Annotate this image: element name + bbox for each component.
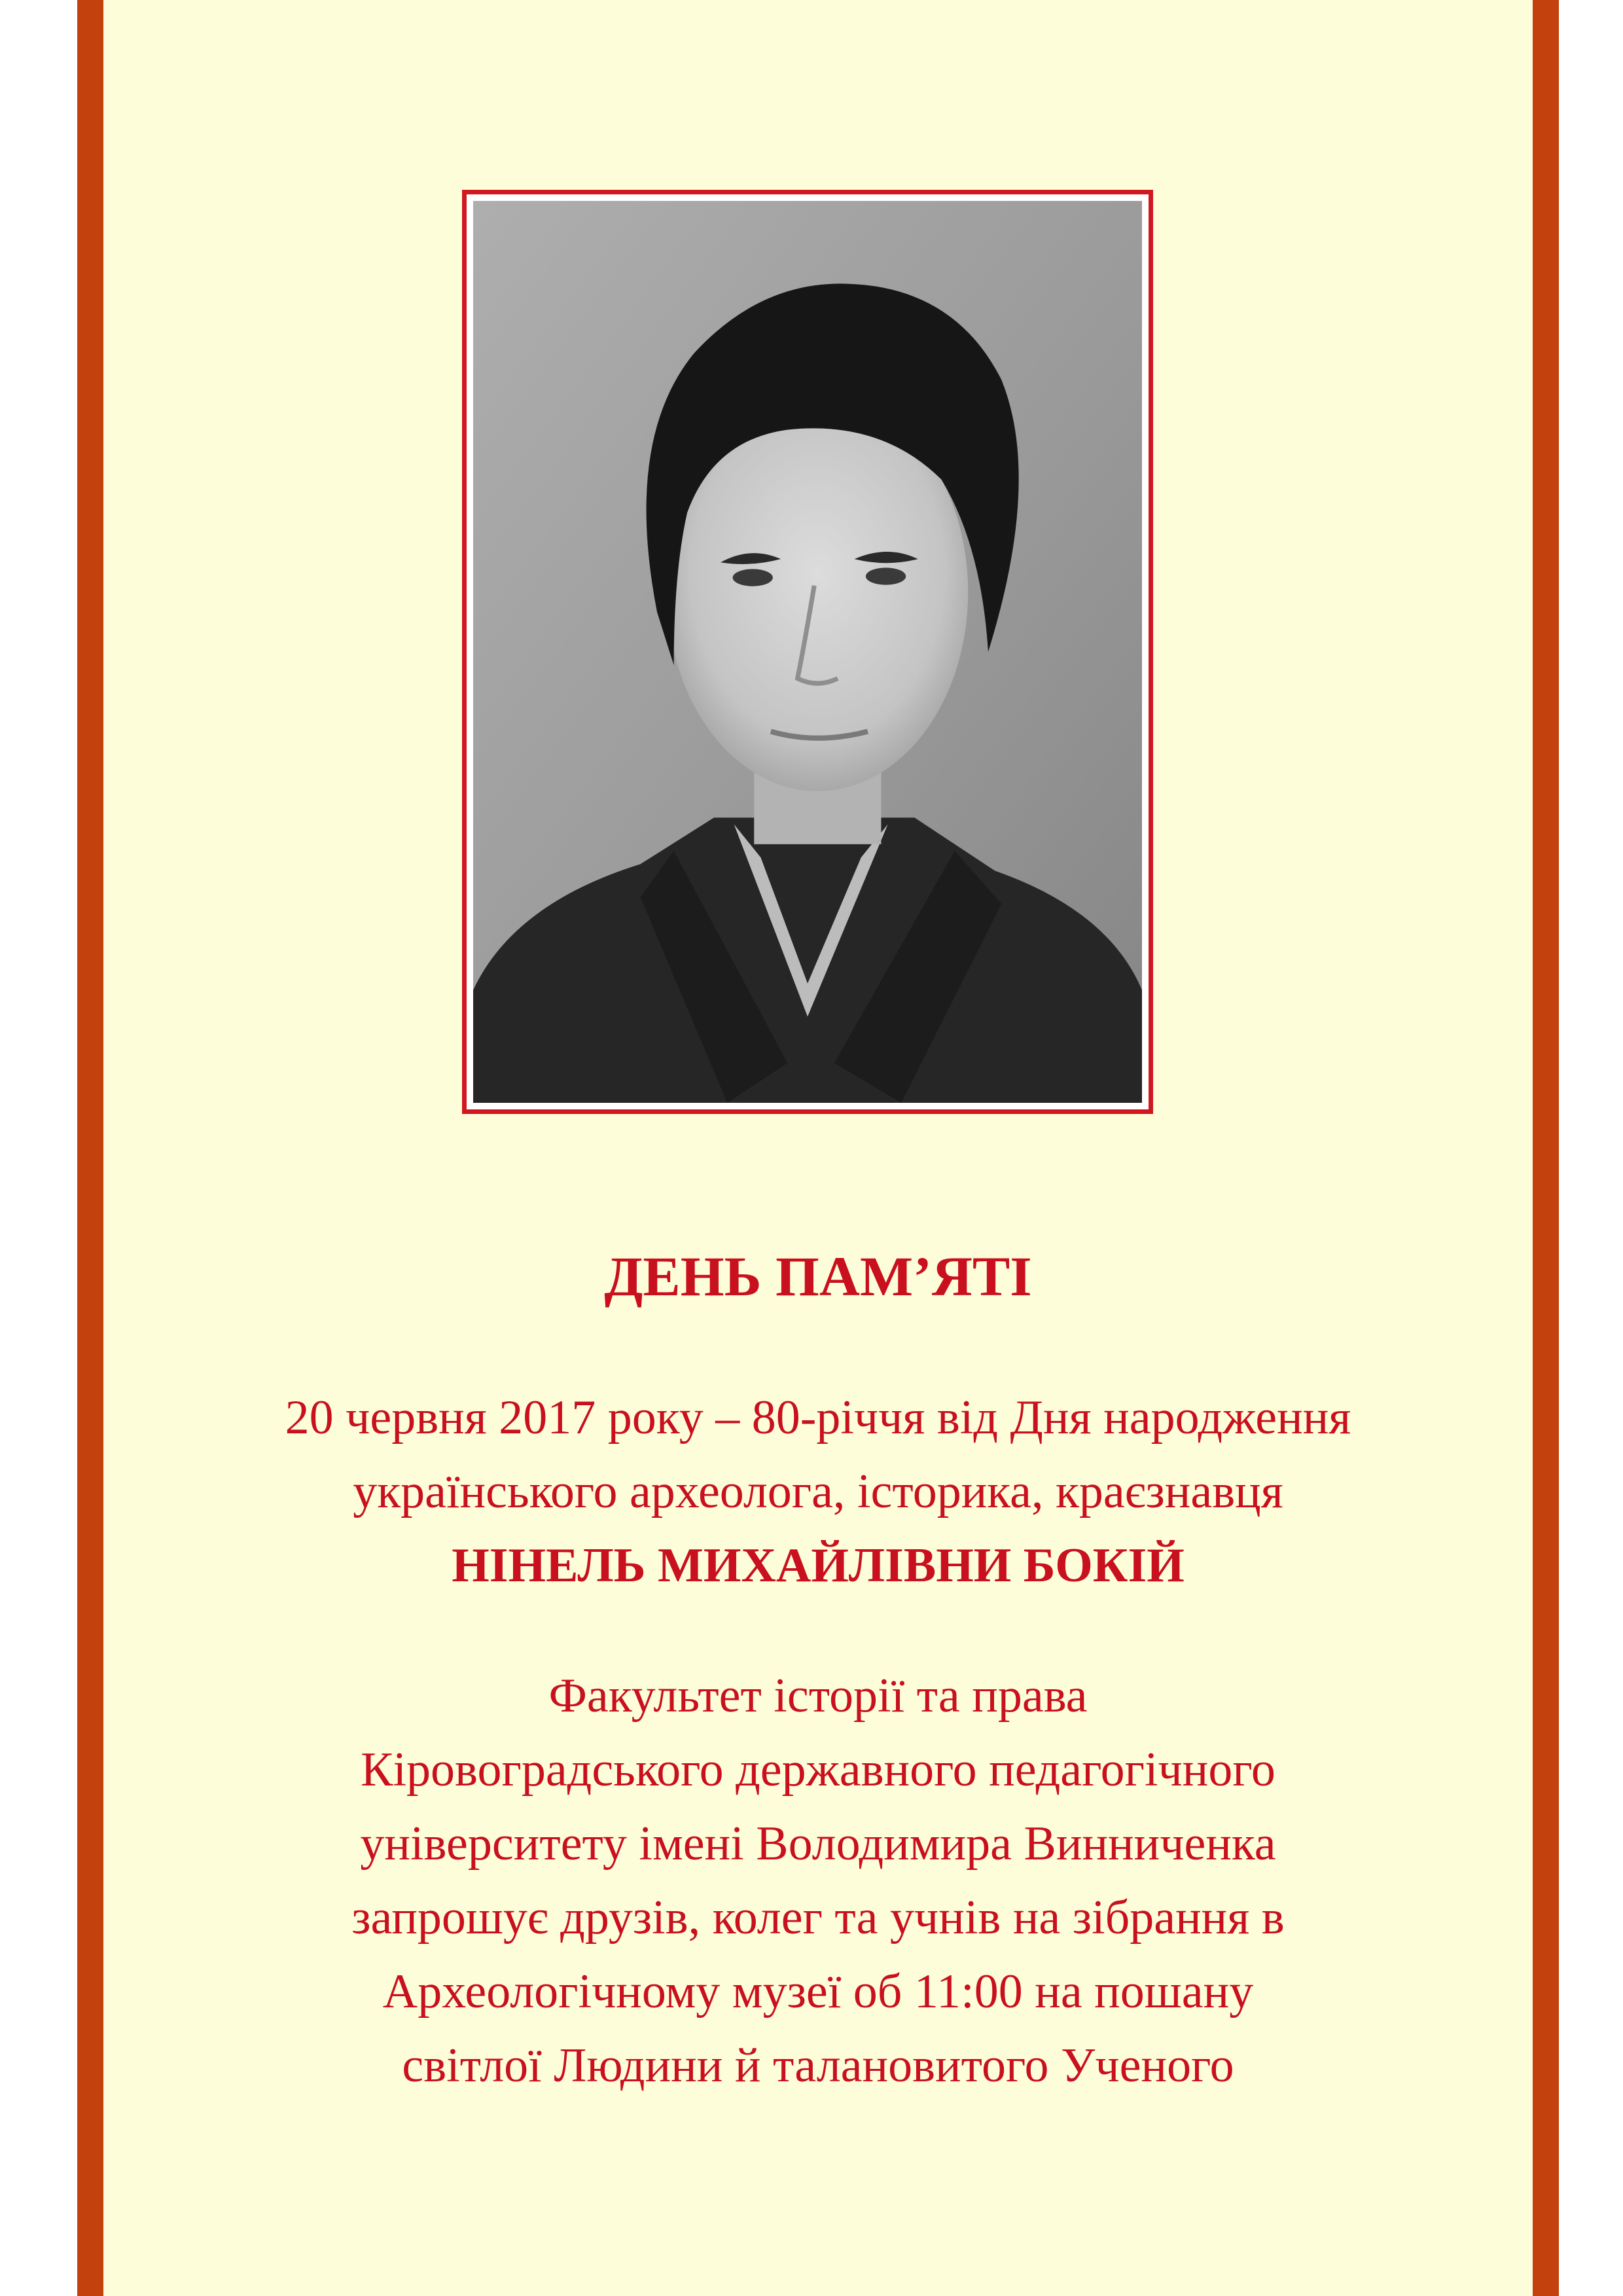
anniversary-date-line: 20 червня 2017 року – 80-річчя від Дня народження [285, 1391, 1351, 1444]
poster-title: ДЕНЬ ПАМ’ЯТІ [604, 1245, 1032, 1308]
right-border-stripe [1533, 0, 1559, 2296]
invitation-line: Кіровоградського державного педагогічного [361, 1743, 1275, 1797]
invitation-line: Археологічному музеї об 11:00 на пошану [382, 1965, 1254, 2018]
invitation-block [103, 1659, 1533, 2103]
portrait-frame [462, 190, 1153, 1114]
portrait-photo-icon [473, 201, 1142, 1103]
honoree-name: НІНЕЛЬ МИХАЙЛІВНИ БОКІЙ [452, 1539, 1185, 1592]
invitation-line: Факультет історії та права [548, 1669, 1088, 1723]
invitation-line: світлої Людини й талановитого Ученого [402, 2039, 1234, 2092]
invitation-line: університету імені Володимира Винниченка [360, 1817, 1276, 1871]
anniversary-block [103, 1381, 1533, 1603]
invitation-line: запрошує друзів, колег та учнів на зібрання в [351, 1891, 1285, 1945]
profession-line: українського археолога, історика, краєзнавця [353, 1465, 1283, 1518]
left-border-stripe [77, 0, 103, 2296]
